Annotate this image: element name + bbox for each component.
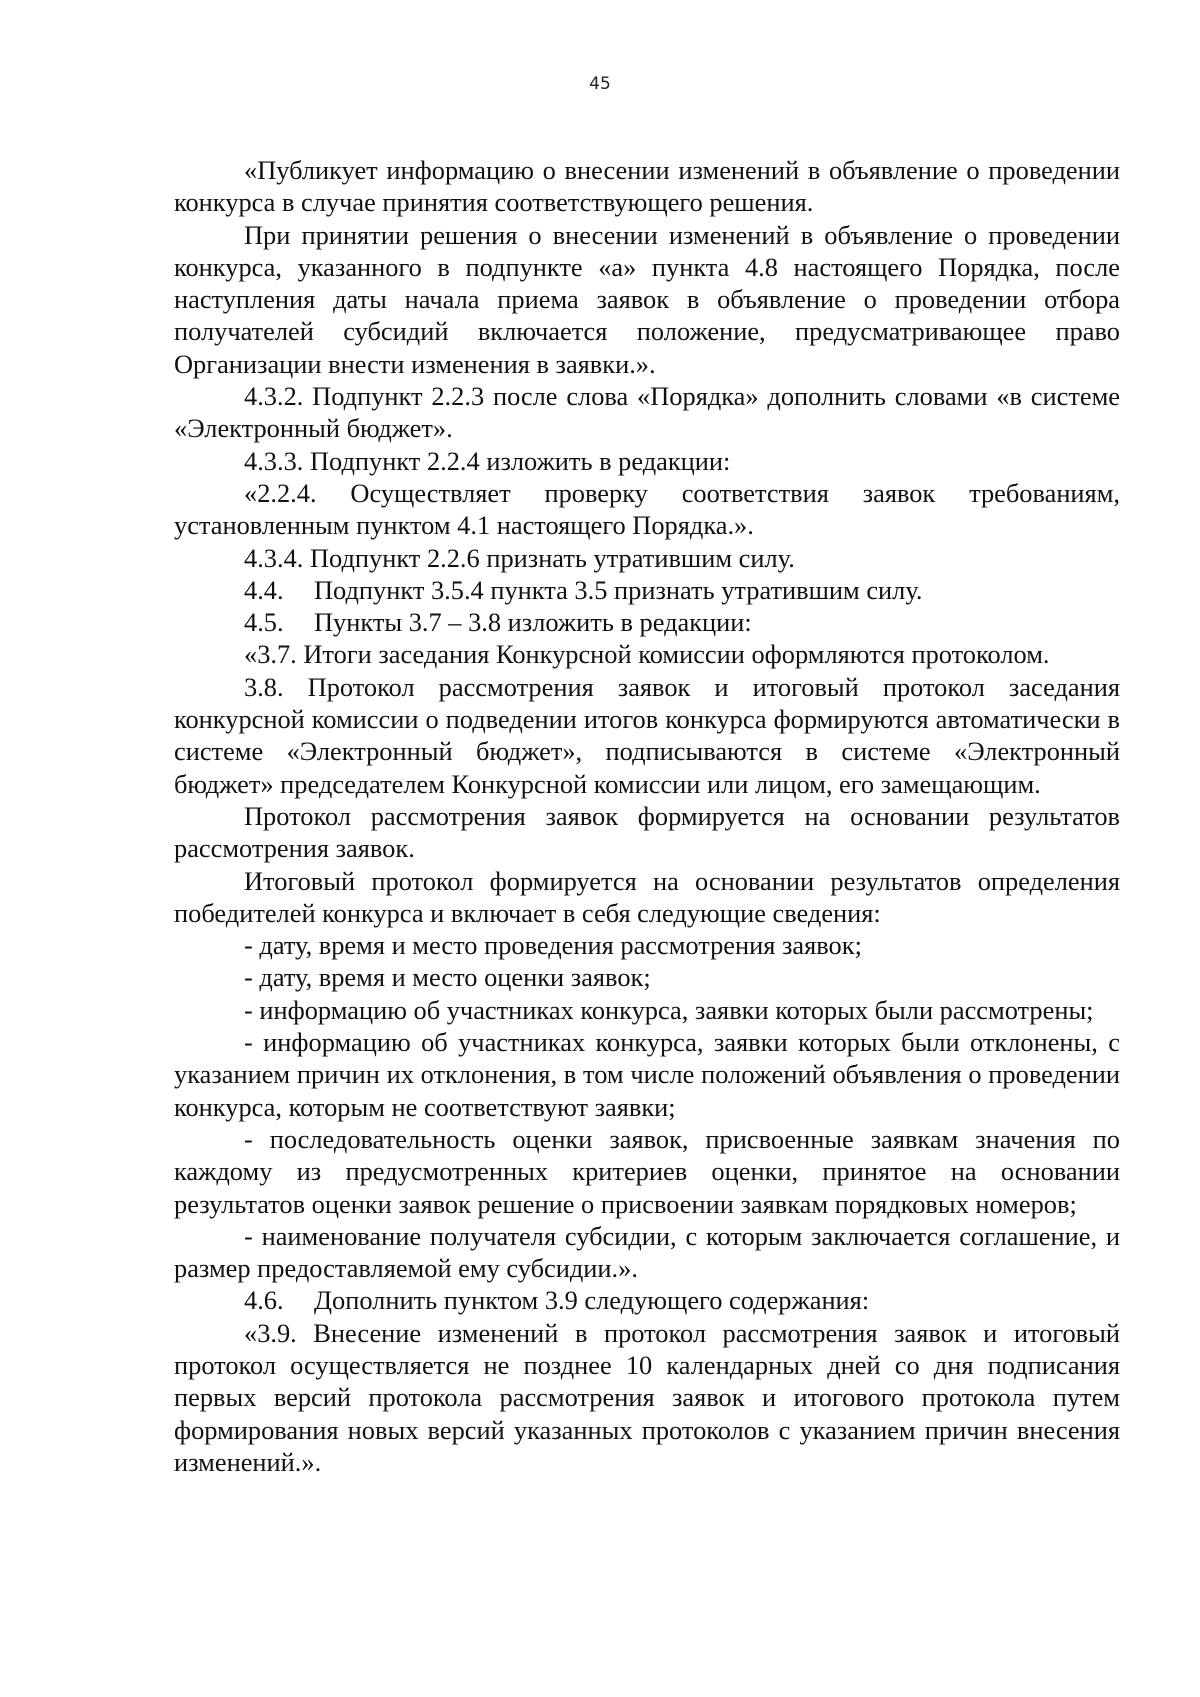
paragraph: Протокол рассмотрения заявок формируется на основании результатов рассмотрения заявок. — [174, 800, 1120, 864]
item-number: 4.6. — [244, 1285, 284, 1316]
item-number: 4.4. — [244, 574, 284, 605]
paragraph: «3.7. Итоги заседания Конкурсной комиссии оформляются протоколом. — [244, 639, 1050, 670]
numbered-paragraph — [174, 1284, 1120, 1316]
paragraph: «Публикует информацию о внесении изменений в объявление о проведении конкурса в случае принятия соответствующего решения. — [174, 155, 1120, 218]
item-text: Дополнить пунктом 3.9 следующего содержания: — [314, 1285, 870, 1316]
numbered-paragraph — [174, 606, 1120, 638]
paragraph: 3.8. Протокол рассмотрения заявок и итоговый протокол заседания конкурсной комиссии о подведении итогов конкурса формируются автоматически в системе «Электронный бюджет», подписываются в системе «Электронный бюджет» председателем Конкурсной комиссии или лицом, его замещающим. — [174, 671, 1120, 799]
list-item: - дату, время и место проведения рассмотрения заявок; — [244, 930, 862, 961]
page-number: 45 — [589, 74, 611, 94]
paragraph: Итоговый протокол формируется на основании результатов определения победителей конкурса и включает в себя следующие сведения: — [174, 865, 1120, 928]
document-body — [174, 154, 1120, 1478]
paragraph: 4.3.3. Подпункт 2.2.4 изложить в редакции: — [244, 445, 731, 476]
list-item: - информацию об участниках конкурса, заявки которых были отклонены, с указанием причин их отклонения, в том числе положений объявления о проведении конкурса, которым не соответствуют заявки; — [174, 1027, 1120, 1122]
paragraph: 4.3.2. Подпункт 2.2.3 после слова «Порядка» дополнить словами «в системе «Электронный бюджет». — [174, 381, 1120, 444]
list-item: - информацию об участниках конкурса, заявки которых были рассмотрены; — [244, 994, 1094, 1025]
list-item: - последовательность оценки заявок, присвоенные заявкам значения по каждому из предусмотренных критериев оценки, принятое на основании результатов оценки заявок решение о присвоении заявкам порядковых номеров; — [174, 1123, 1120, 1219]
list-item: - наименование получателя субсидии, с которым заключается соглашение, и размер предоставляемой ему субсидии.». — [174, 1220, 1120, 1284]
paragraph: При принятии решения о внесении изменений в объявление о проведении конкурса, указанного в подпункте «а» пункта 4.8 настоящего Порядка, после наступления даты начала приема заявок в объявление о проведении отбора получателей субсидий включается положение, предусматривающее право Организации внести изменения в заявки.». — [174, 219, 1120, 379]
paragraph: 4.3.4. Подпункт 2.2.6 признать утратившим силу. — [244, 542, 795, 573]
item-number: 4.5. — [244, 607, 284, 638]
list-item: - дату, время и место оценки заявок; — [244, 962, 651, 993]
item-text: Пункты 3.7 – 3.8 изложить в редакции: — [314, 607, 752, 638]
paragraph: «3.9. Внесение изменений в протокол рассмотрения заявок и итоговый протокол осуществляется не позднее 10 календарных дней со дня подписания первых версий протокола рассмотрения заявок и итогового протокола путем формирования новых версий указанных протоколов с указанием причин внесения изменений.». — [174, 1317, 1120, 1477]
paragraph: «2.2.4. Осуществляет проверку соответствия заявок требованиям, установленным пунктом 4.1 настоящего Порядка.». — [174, 477, 1120, 541]
numbered-paragraph — [174, 574, 1120, 606]
item-text: Подпункт 3.5.4 пункта 3.5 признать утратившим силу. — [314, 574, 923, 605]
